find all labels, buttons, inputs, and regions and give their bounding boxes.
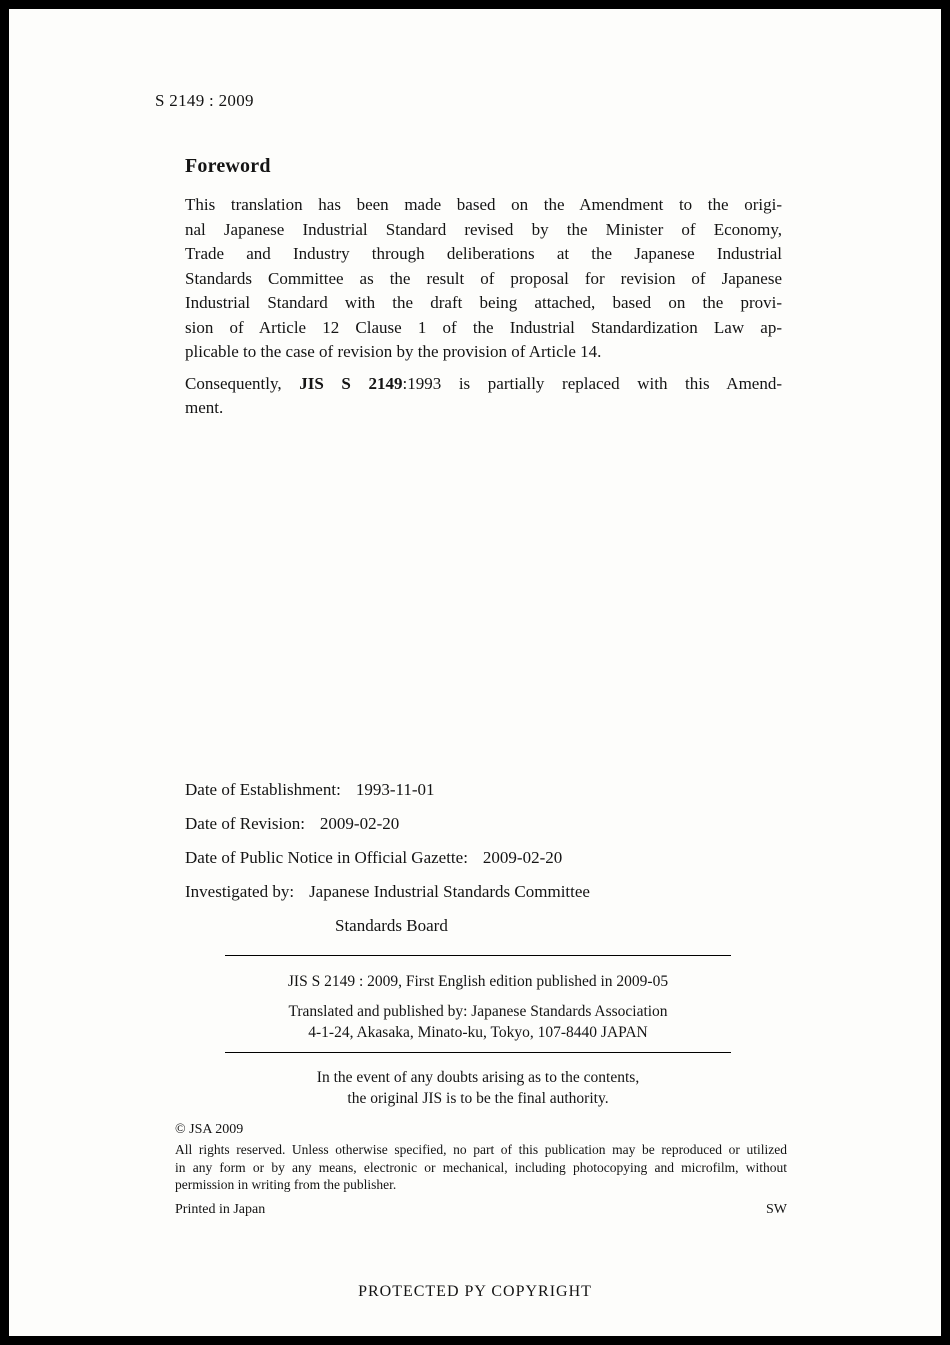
text-line: This translation has been made based on the Amendment to the origi- bbox=[185, 195, 782, 214]
text-line: Standards Committee as the result of proposal for revision of Japanese bbox=[185, 268, 782, 288]
authority-line: the original JIS is to be the final authority. bbox=[347, 1090, 609, 1107]
authority-note bbox=[225, 1067, 731, 1109]
date-row bbox=[185, 813, 590, 835]
date-row bbox=[185, 779, 590, 801]
date-value: 2009-02-20 bbox=[319, 814, 400, 833]
address-line: 4-1-24, Akasaka, Minato-ku, Tokyo, 107-8440 JAPAN bbox=[308, 1024, 648, 1041]
edition-line: JIS S 2149 : 2009, First English edition published in 2009-05 bbox=[287, 973, 669, 990]
foreword-paragraph-1 bbox=[185, 193, 782, 365]
doc-number: S 2149 : 2009 bbox=[155, 91, 254, 110]
text-line: Industrial Standard with the draft being attached, based on the provi- bbox=[185, 293, 782, 312]
publisher-block bbox=[225, 955, 731, 1053]
foreword-paragraph-2 bbox=[185, 372, 782, 421]
rights-text bbox=[175, 1141, 787, 1194]
dates-block bbox=[185, 779, 590, 949]
text-line bbox=[185, 372, 782, 397]
authority-line: In the event of any doubts arising as to the contents, bbox=[316, 1069, 640, 1086]
date-label: Date of Revision: bbox=[185, 814, 305, 833]
text-line: plicable to the case of revision by the provision of Article 14. bbox=[185, 342, 602, 361]
text-line: All rights reserved. Unless otherwise specified, no part of this publication may be reproduced or utilized bbox=[175, 1142, 787, 1157]
standards-board-line: Standards Board bbox=[335, 916, 448, 935]
date-value: 1993-11-01 bbox=[355, 780, 435, 799]
printed-in-japan: Printed in Japan bbox=[175, 1202, 266, 1217]
printed-row bbox=[175, 1202, 787, 1218]
copyright-footer: PROTECTED PY COPYRIGHT bbox=[358, 1283, 592, 1300]
text-line: in any form or by any means, electronic or mechanical, including photocopying and microfilm, without bbox=[175, 1159, 787, 1175]
copyright-block bbox=[175, 1121, 787, 1194]
date-row bbox=[185, 847, 590, 869]
foreword-title: Foreword bbox=[185, 155, 271, 177]
text-line: ment. bbox=[185, 398, 224, 417]
date-label: Date of Establishment: bbox=[185, 780, 341, 799]
text-line: Trade and Industry through deliberations at the Japanese Industrial bbox=[185, 244, 782, 263]
text-run: :1993 is partially replaced with this Amend- bbox=[402, 373, 782, 393]
text-line: nal Japanese Industrial Standard revised by the Minister of Economy, bbox=[185, 219, 782, 239]
printer-code: SW bbox=[766, 1202, 787, 1217]
foreword-section bbox=[185, 155, 782, 421]
date-label: Date of Public Notice in Official Gazette: bbox=[185, 848, 468, 867]
date-row bbox=[185, 881, 590, 903]
date-value: Japanese Industrial Standards Committee bbox=[309, 882, 590, 901]
bold-standard-ref: JIS S 2149 bbox=[299, 373, 403, 393]
date-value: 2009-02-20 bbox=[482, 848, 563, 867]
text-line: permission in writing from the publisher. bbox=[175, 1177, 397, 1192]
jsa-copyright: © JSA 2009 bbox=[175, 1122, 244, 1137]
text-run: Consequently, bbox=[185, 373, 300, 393]
date-label: Investigated by: bbox=[185, 882, 295, 901]
translated-line: Translated and published by: Japanese Standards Association bbox=[288, 1003, 668, 1020]
text-line: sion of Article 12 Clause 1 of the Industrial Standardization Law ap- bbox=[185, 317, 782, 337]
